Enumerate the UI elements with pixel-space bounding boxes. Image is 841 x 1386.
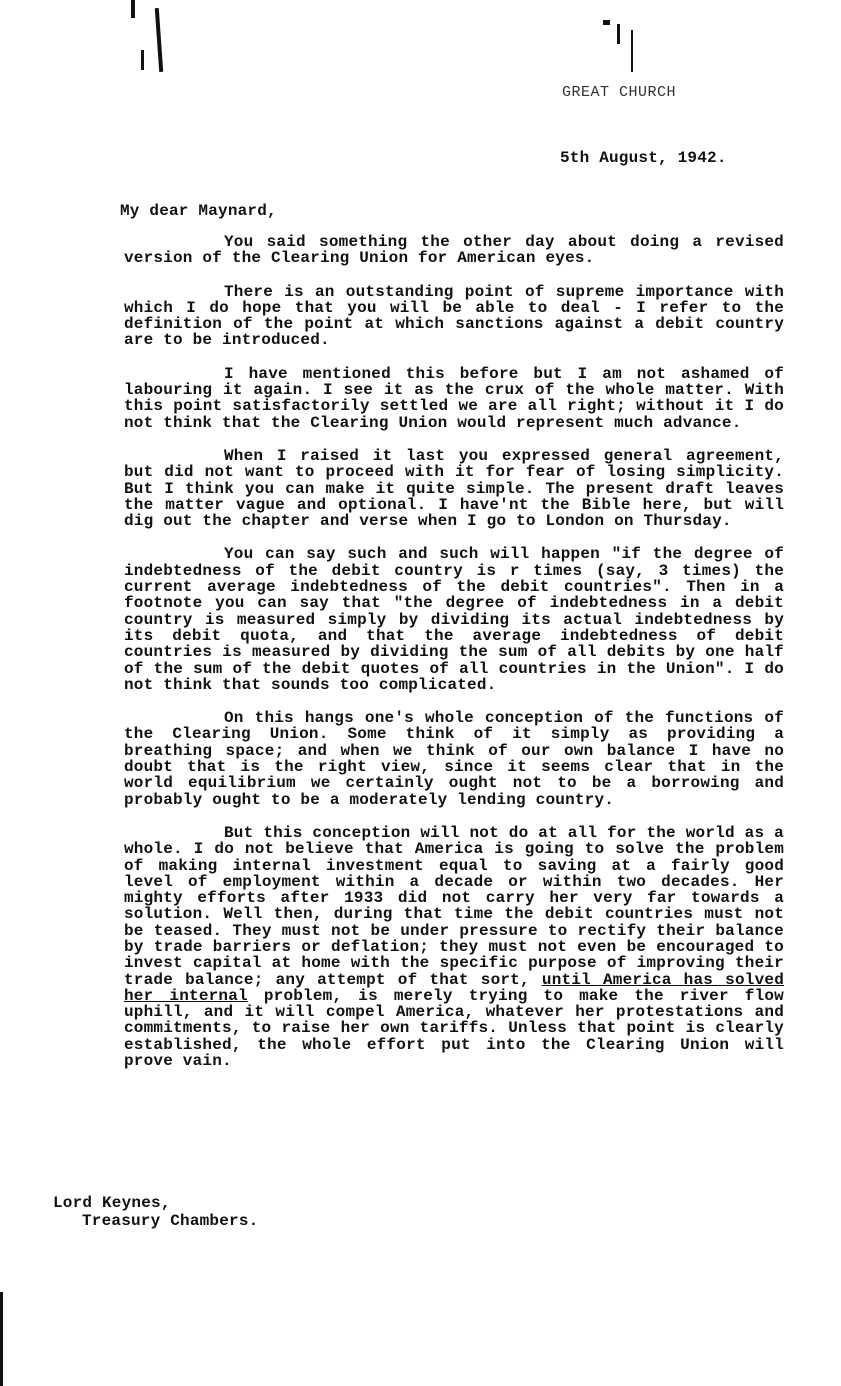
scan-artifact-mark [0, 1292, 3, 1386]
letter-paragraph: You said something the other day about doing a revised version of the Clearing Union for American eyes. [124, 233, 784, 268]
recipient-address: Treasury Chambers. [82, 1212, 259, 1230]
scan-artifact-mark [131, 0, 135, 18]
scan-artifact-mark [617, 24, 620, 44]
scan-artifact-mark [155, 8, 163, 72]
letterhead-address: GREAT CHURCH [562, 84, 677, 101]
letter-paragraph: There is an outstanding point of supreme importance with which I do hope that you will be able to deal - I refer to the definition of the point at which sanctions against a debit country are to be introduced. [124, 282, 784, 350]
salutation: My dear Maynard, [120, 202, 277, 220]
paragraph-text: But this conception will not do at all for the world as a whole. I do not believe that America is going to solve the problem of making internal investment equal to saving at a fairly good level of employment within a decade or within two decades. Her mighty efforts after 1933 did not carry her very far towards a solution. Well then, during that time the debit countries must not be teased. They must not be under pressure to rectify their balance by trade barriers or deflation; they must not even be encouraged to invest capital at home with the specific purpose of improving their trade balance; any attempt of that sort, [124, 823, 784, 989]
letter-body [124, 234, 784, 1086]
paragraph-text: problem, is merely trying to make the river flow uphill, and it will compel America, whatever her protestations and commitments, to raise her own tariffs. Unless that point is clearly established, the whole effort put into the Clearing Union will prove vain. [124, 986, 784, 1071]
recipient-name: Lord Keynes, [53, 1194, 171, 1212]
letter-paragraph: You can say such and such will happen "if the degree of indebtedness of the debit country is r times (say, 3 times) the current average indebtedness of the debit countries". Then in a footnote you can say that "the degree of indebtedness in a debit country is measured simply by dividing its actual indebtedness by its debit quota, and that the average indebtedness of debit countries is measured by dividing the sum of all debits by one half of the sum of the debit quotes of all countries in the Union". I do not think that sounds too complicated. [124, 545, 784, 694]
underlined-phrase: until America has solved her internal [124, 970, 784, 1005]
scan-artifact-mark [631, 30, 633, 72]
recipient-block [53, 1194, 258, 1230]
scan-artifact-mark [141, 50, 144, 70]
letter-date: 5th August, 1942. [560, 149, 727, 167]
scan-artifact-mark [603, 20, 610, 25]
letter-paragraph [124, 825, 784, 1069]
letter-paragraph: I have mentioned this before but I am not ashamed of labouring it again. I see it as the crux of the whole matter. With this point satisfactorily settled we are all right; without it I do not think that the Clearing Union would represent much advance. [124, 364, 784, 432]
letter-paragraph: On this hangs one's whole conception of the functions of the Clearing Union. Some think of it simply as providing a breathing space; and when we think of our own balance I have no doubt that is the right view, since it seems clear that in the world equilibrium we certainly ought not to be a borrowing and probably ought to be a moderately lending country. [124, 709, 784, 809]
letter-paragraph: When I raised it last you expressed general agreement, but did not want to proceed with it for fear of losing simplicity. But I think you can make it quite simple. The present draft leaves the matter vague and optional. I have'nt the Bible here, but will dig out the chapter and verse when I go to London on Thursday. [124, 446, 784, 531]
